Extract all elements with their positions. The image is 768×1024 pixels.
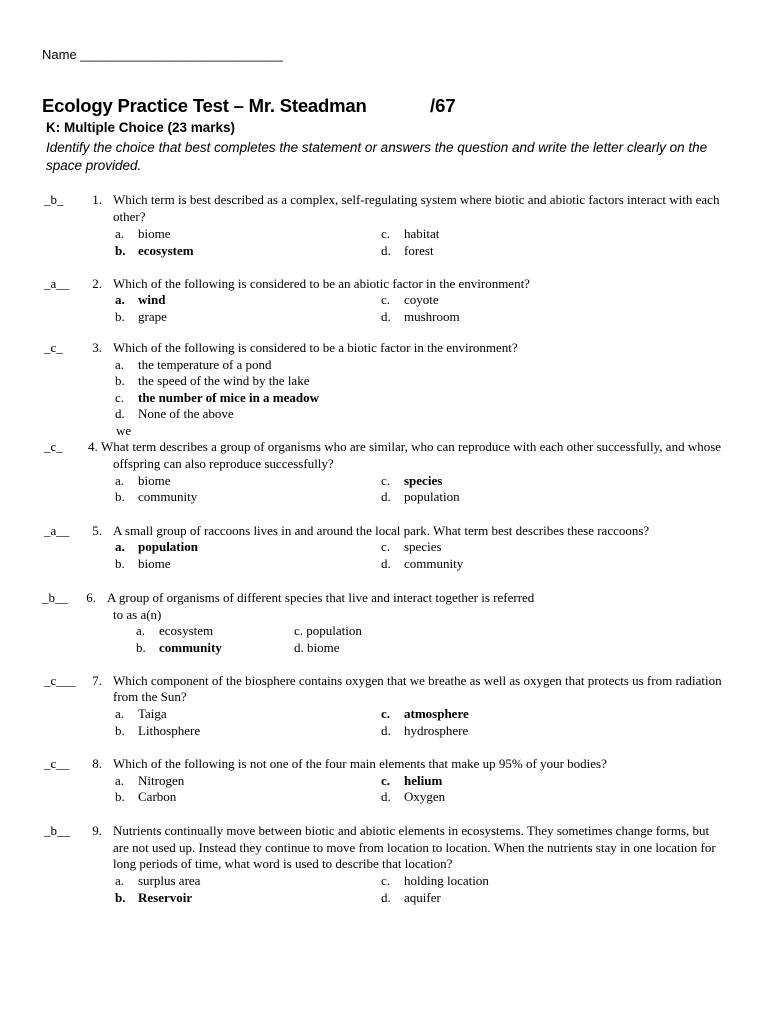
question-number: 3. <box>92 340 102 355</box>
option-a: surplus area <box>138 873 201 888</box>
option-c: helium <box>404 772 443 788</box>
option-letter: d. <box>381 308 391 324</box>
total-marks: /67 <box>430 95 456 116</box>
option-d: hydrosphere <box>404 722 469 738</box>
option-letter: d. <box>381 889 391 905</box>
option-a: biome <box>138 472 171 488</box>
question-stem-continued: to as a(n) <box>113 606 162 622</box>
option-letter: a. <box>115 706 125 721</box>
question-number: 8. <box>92 756 102 771</box>
question-stem: Which component of the biosphere contains oxygen that we breathe as well as oxygen that protects us from radiation from the Sun? <box>113 672 722 704</box>
option-d: Oxygen <box>404 789 446 804</box>
option-letter: c. <box>381 539 391 554</box>
question-number: 7. <box>92 672 102 688</box>
option-letter: a. <box>115 472 125 488</box>
option-a: population <box>138 539 198 554</box>
option-c: habitat <box>404 226 440 241</box>
option-a: Taiga <box>138 706 167 721</box>
name-field-line[interactable]: Name ____________________________ <box>42 47 283 62</box>
option-a: Nitrogen <box>138 772 185 788</box>
option-c: species <box>404 472 443 488</box>
answer-blank[interactable]: _b__ <box>42 590 68 605</box>
option-c: c. population <box>294 623 362 638</box>
instructions: Identify the choice that best completes the statement or answers the question and write the letter clearly on the space provided. <box>46 140 708 173</box>
option-d: None of the above <box>138 406 234 421</box>
option-letter: d. <box>115 406 125 421</box>
option-d: forest <box>404 242 434 258</box>
option-letter: b. <box>115 242 126 258</box>
question-number: 2. <box>92 275 102 291</box>
option-b: Lithosphere <box>138 722 201 738</box>
question-stem: Nutrients continually move between biotic and abiotic elements in ecosystems. They sometimes change forms, but are not used up. Instead they continue to move from location to location. When the nutrients stay in one location for long periods of time, what word is used to describe that location? <box>113 823 716 871</box>
option-c: species <box>404 539 442 554</box>
option-d: population <box>404 489 460 504</box>
option-d: community <box>404 555 464 571</box>
question-stem: Which of the following is not one of the four main elements that make up 95% of your bodies? <box>113 756 607 771</box>
option-a: wind <box>138 292 166 307</box>
question-stem: A group of organisms of different species that live and interact together is referred <box>107 590 535 605</box>
option-letter: d. <box>381 722 391 738</box>
option-letter: b. <box>115 722 125 738</box>
answer-blank[interactable]: _b_ <box>44 192 64 207</box>
option-b: grape <box>138 308 167 324</box>
question-number: 1. <box>92 192 102 207</box>
option-a: the temperature of a pond <box>138 356 272 372</box>
option-letter: c. <box>381 472 391 488</box>
option-b: Reservoir <box>138 889 193 905</box>
option-d: mushroom <box>404 308 460 324</box>
option-letter: b. <box>115 789 125 804</box>
option-letter: d. <box>381 242 391 258</box>
option-b: the speed of the wind by the lake <box>138 373 310 388</box>
option-b: ecosystem <box>138 242 194 258</box>
option-letter: a. <box>115 873 125 888</box>
question-number: 4. <box>88 439 98 454</box>
option-letter: b. <box>115 373 125 388</box>
option-letter: a. <box>115 356 125 372</box>
question-stem: Which term is best described as a complex, self-regulating system where biotic and abiotic factors interact with each other? <box>113 192 720 224</box>
question-stem: A small group of raccoons lives in and around the local park. What term best describes these raccoons? <box>113 522 650 538</box>
answer-blank[interactable]: _b__ <box>44 823 70 838</box>
answer-blank[interactable]: _c_ <box>44 439 63 454</box>
answer-blank[interactable]: _c_ <box>44 340 63 355</box>
option-letter: b. <box>115 308 125 324</box>
option-letter: a. <box>136 623 146 638</box>
option-b: biome <box>138 555 171 571</box>
option-letter: b. <box>115 889 126 905</box>
option-letter: d. <box>381 789 391 804</box>
option-c: holding location <box>404 873 489 888</box>
question-stem: Which of the following is considered to be an abiotic factor in the environment? <box>113 275 530 291</box>
option-d: d. biome <box>294 639 340 655</box>
option-letter: c. <box>381 706 391 721</box>
option-letter: b. <box>115 489 125 504</box>
option-letter: c. <box>381 772 391 788</box>
question-stem: Which of the following is considered to be a biotic factor in the environment? <box>113 340 518 355</box>
option-letter: a. <box>115 292 125 307</box>
answer-blank[interactable]: _c___ <box>44 672 76 688</box>
stray-text: we <box>116 422 132 438</box>
option-letter: a. <box>115 226 125 241</box>
option-letter: c. <box>381 873 391 888</box>
option-b: community <box>159 639 222 655</box>
option-b: community <box>138 489 198 504</box>
option-letter: c. <box>381 226 391 241</box>
option-letter: d. <box>381 555 391 571</box>
option-letter: a. <box>115 772 125 788</box>
answer-blank[interactable]: _c__ <box>44 756 70 771</box>
question-number: 9. <box>92 823 102 838</box>
option-b: Carbon <box>138 789 177 804</box>
option-a: biome <box>138 226 171 241</box>
answer-blank[interactable]: _a__ <box>44 275 70 291</box>
question-stem: What term describes a group of organisms who are similar, who can reproduce with each other successfully, and whose offspring can also reproduce successfully? <box>101 439 722 471</box>
option-a: ecosystem <box>159 623 214 638</box>
option-letter: c. <box>115 389 125 405</box>
question-number: 6. <box>86 590 96 605</box>
section-heading: K: Multiple Choice (23 marks) <box>46 120 236 135</box>
option-letter: b. <box>136 639 146 655</box>
option-letter: a. <box>115 539 125 554</box>
option-letter: d. <box>381 489 391 504</box>
option-c: the number of mice in a meadow <box>138 389 320 405</box>
option-c: atmosphere <box>404 706 469 721</box>
answer-blank[interactable]: _a__ <box>44 522 70 538</box>
page-title: Ecology Practice Test – Mr. Steadman <box>42 95 367 116</box>
option-d: aquifer <box>404 889 441 905</box>
option-letter: c. <box>381 292 391 307</box>
question-number: 5. <box>92 522 102 538</box>
option-c: coyote <box>404 292 439 307</box>
option-letter: b. <box>115 555 125 571</box>
